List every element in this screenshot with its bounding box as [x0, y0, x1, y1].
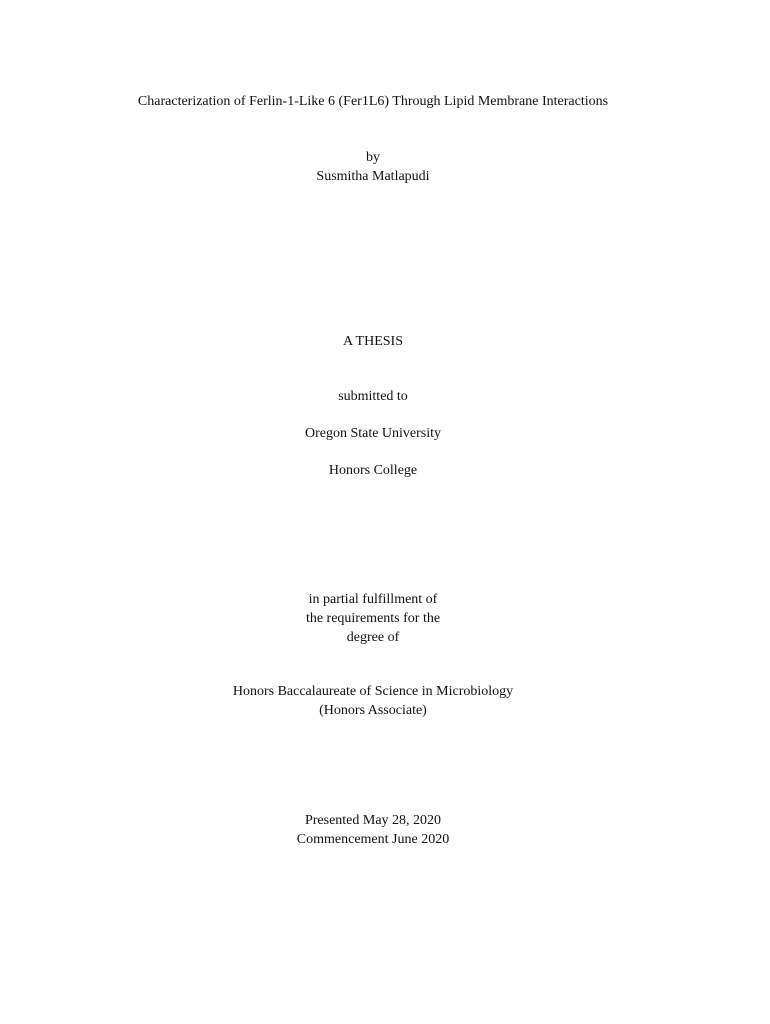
college-name: Honors College — [328, 463, 418, 478]
fulfillment-line-2: the requirements for the — [305, 611, 441, 626]
degree-note: (Honors Associate) — [319, 703, 427, 718]
document-type: A THESIS — [342, 334, 404, 349]
thesis-title: Characterization of Ferlin-1-Like 6 (Fer1L6) Through Lipid Membrane Interactions — [137, 94, 609, 109]
by-label: by — [366, 150, 380, 165]
fulfillment-line-3: degree of — [346, 630, 400, 645]
presented-date: Presented May 28, 2020 — [304, 813, 442, 828]
author-name: Susmitha Matlapudi — [316, 169, 430, 184]
commencement-date: Commencement June 2020 — [296, 832, 450, 847]
university-name: Oregon State University — [304, 426, 442, 441]
submitted-to-label: submitted to — [338, 389, 408, 404]
fulfillment-line-1: in partial fulfillment of — [308, 592, 438, 607]
degree-name: Honors Baccalaureate of Science in Microbiology — [232, 684, 514, 699]
